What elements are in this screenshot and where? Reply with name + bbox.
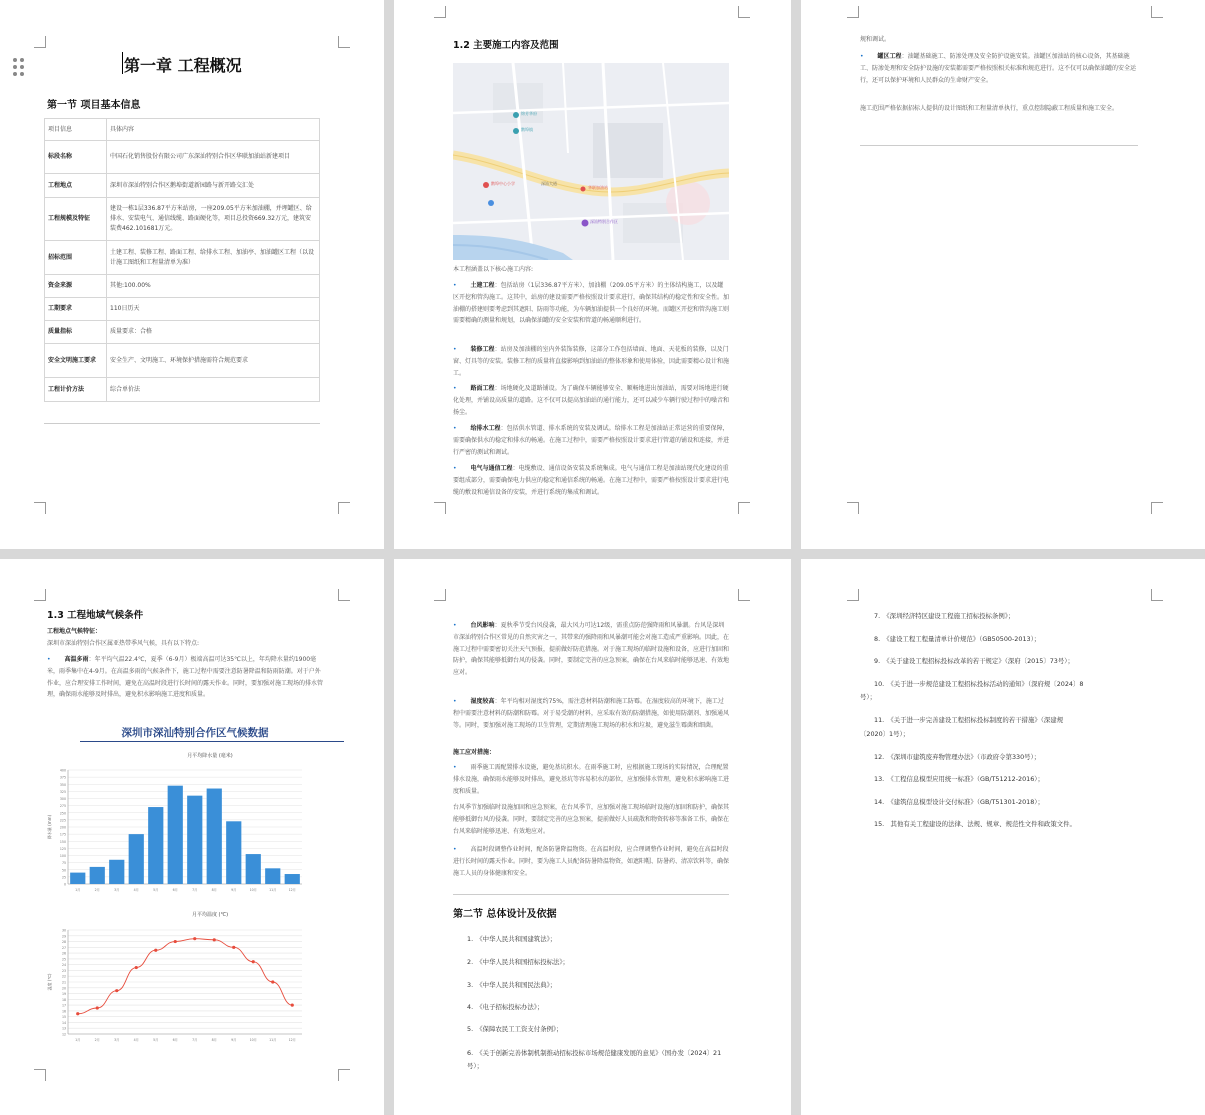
map-label: 鹅埠镇 bbox=[521, 127, 533, 132]
table-row bbox=[45, 298, 320, 321]
table-key: 工程规模及特征 bbox=[45, 198, 107, 241]
item-label: 给排水工程 bbox=[470, 425, 501, 432]
crop-mark bbox=[1151, 589, 1163, 601]
bullet-icon: • bbox=[453, 346, 457, 353]
section-title[interactable]: 第二节 总体设计及依据 bbox=[453, 909, 557, 920]
table-header-cell: 项目信息 bbox=[45, 119, 107, 141]
list-item: 〔2020〕1号）； bbox=[860, 730, 910, 738]
item-text: ：年平均气温22.4℃，夏季（6-9月）极端高温可达35℃以上，年均降水量约1900毫米，雨季集中在4-9月。在高温多雨的气候条件下，施工过程中需要注意防暑降温和防雨防潮。对于户外作业，应合理安排工作时间，避免在高温时段进行长时间的露天作业。同时，要加强对施工现场的排水管理，确保雨水能够及时排出，避免积水影响施工进度和质量。 bbox=[47, 656, 324, 699]
body-text: 施工范围严格依据招标人提供的设计图纸和工程量清单执行，重点控制隐蔽工程质量和施工安全。 bbox=[860, 105, 1119, 112]
crop-mark bbox=[847, 589, 859, 601]
data-point bbox=[232, 946, 235, 949]
text-cursor bbox=[122, 52, 123, 74]
bullet-icon: • bbox=[453, 282, 457, 289]
bar bbox=[129, 834, 144, 884]
crop-mark bbox=[434, 6, 446, 18]
y-tick-label: 21 bbox=[61, 980, 66, 985]
item-text: ：场地硬化及道路铺设。为了确保车辆能够安全、顺畅地进出加油站，需要对场地进行硬化处理，并铺设高质量的道路。这不仅可以提高加油站的通行能力，还可以减少车辆行驶过程中的噪音和扬尘。 bbox=[453, 385, 730, 416]
table-value: 质量要求：合格 bbox=[107, 321, 320, 344]
table-key: 工期要求 bbox=[45, 298, 107, 321]
section-title[interactable]: 1.2 主要施工内容及范围 bbox=[453, 40, 559, 51]
crop-mark bbox=[34, 502, 46, 514]
data-point bbox=[135, 966, 138, 969]
section-title[interactable]: 1.3 工程地域气候条件 bbox=[47, 610, 144, 621]
x-tick-label: 1月 bbox=[75, 888, 81, 892]
x-tick-label: 6月 bbox=[172, 1038, 178, 1042]
list-item bbox=[453, 802, 729, 837]
y-tick-label: 15 bbox=[61, 1015, 66, 1020]
table-value: 110日历天 bbox=[107, 298, 320, 321]
x-tick-label: 1月 bbox=[75, 1038, 81, 1042]
map-label: 深汕大道 bbox=[541, 181, 557, 186]
data-point bbox=[193, 937, 196, 940]
bar bbox=[187, 796, 202, 884]
crop-mark bbox=[738, 6, 750, 18]
bar bbox=[265, 868, 280, 884]
divider bbox=[80, 741, 344, 742]
x-tick-label: 6月 bbox=[172, 888, 178, 892]
data-point bbox=[76, 1012, 79, 1015]
list-item: 7. 《深圳经济特区建设工程施工招标投标条例》； bbox=[874, 612, 1015, 620]
y-tick-label: 22 bbox=[61, 974, 66, 979]
list-item: 8. 《建设工程工程量清单计价规范》（GB50500-2013）； bbox=[874, 635, 1041, 643]
table-value: 中国石化销售股份有限公司广东深汕特别合作区华联加油站新建项目 bbox=[107, 141, 320, 174]
drag-handle-icon[interactable] bbox=[13, 58, 27, 78]
temperature-line-chart[interactable] bbox=[48, 926, 308, 1046]
item-text: ：包括站房（1层336.87平方米）、加油棚（209.05平方米）的主体结构施工，以及罐区开挖和管沟施工。这其中，站房的建设需要严格按照设计要求进行，确保其结构的稳定性和安全性。加油棚的搭建则要考虑到其遮阳、防雨等功能，为车辆加油提供一个良好的环境。而罐区开挖和管沟施工则需要精确的测量和规划，以确保油罐的安全安装和管道的畅通顺利进行。 bbox=[453, 282, 730, 325]
item-label: 罐区工程 bbox=[877, 53, 902, 60]
item-text: ：包括供水管道、排水系统的安装及调试。给排水工程是加油站正常运营的重要保障，需要确保供水的稳定和排水的畅通。在施工过程中，需要严格按照设计要求进行管道的铺设和连接，并进行严密的测试和调试。 bbox=[453, 425, 730, 456]
crop-mark bbox=[434, 502, 446, 514]
list-item bbox=[453, 696, 729, 731]
y-tick-label: 175 bbox=[59, 832, 66, 837]
y-tick-label: 325 bbox=[59, 789, 66, 794]
list-item bbox=[47, 654, 323, 701]
x-tick-label: 3月 bbox=[114, 888, 120, 892]
site-location-map[interactable] bbox=[453, 63, 729, 260]
y-tick-label: 23 bbox=[61, 968, 66, 973]
body-text: 规和调试。 bbox=[860, 36, 891, 43]
bar bbox=[246, 854, 261, 884]
list-item: 4. 《电子招标投标办法》； bbox=[467, 1003, 544, 1011]
sub-title: 工程地点气候特征： bbox=[47, 628, 102, 635]
item-label: 电气与通信工程 bbox=[470, 465, 513, 472]
page-1 bbox=[0, 0, 384, 549]
item-label: 湿度较高 bbox=[470, 698, 495, 705]
x-tick-label: 9月 bbox=[231, 888, 237, 892]
y-tick-label: 75 bbox=[61, 861, 66, 866]
list-item: 12. 《深圳市建筑废弃物管理办法》（市政府令第330号）； bbox=[874, 753, 1041, 761]
y-tick-label: 125 bbox=[59, 846, 66, 851]
x-tick-label: 12月 bbox=[288, 1038, 296, 1042]
table-header-cell: 具体内容 bbox=[107, 119, 320, 141]
y-tick-label: 300 bbox=[59, 797, 66, 801]
bullet-icon: • bbox=[47, 656, 51, 663]
bullet-icon: • bbox=[453, 846, 457, 853]
x-tick-label: 2月 bbox=[94, 888, 100, 892]
crop-mark bbox=[338, 502, 350, 514]
crop-mark bbox=[34, 589, 46, 601]
x-tick-label: 5月 bbox=[153, 888, 159, 892]
bar bbox=[70, 873, 85, 884]
list-item bbox=[453, 762, 729, 797]
bullet-icon: • bbox=[453, 465, 457, 472]
table-key: 质量指标 bbox=[45, 321, 107, 344]
item-text: ：年平均相对湿度约75%，需注意材料防潮和施工防霉。在湿度较高的环境下，施工过程中需要注意材料的防潮和防霉。对于易受潮的材料，应采取有效的防潮措施，如使用防潮剂、加强通风等。同时，要加强对施工现场的卫生管理，定期清理施工现场的积水和垃圾，避免滋生霉菌和细菌。 bbox=[453, 698, 730, 729]
y-tick-label: 29 bbox=[61, 934, 66, 939]
map-label: 锦芳华府 bbox=[521, 111, 537, 116]
divider bbox=[44, 423, 320, 424]
table-key: 安全文明施工要求 bbox=[45, 344, 107, 378]
list-item bbox=[453, 423, 729, 458]
y-tick-label: 28 bbox=[61, 940, 66, 945]
chapter-title[interactable]: 第一章 工程概况 bbox=[124, 56, 242, 75]
map-graphic bbox=[453, 63, 729, 260]
x-tick-label: 10月 bbox=[249, 888, 257, 892]
y-tick-label: 19 bbox=[61, 992, 66, 997]
crop-mark bbox=[338, 36, 350, 48]
data-point bbox=[291, 1004, 294, 1007]
table-value: 其他:100.00% bbox=[107, 275, 320, 298]
list-item: 13. 《工程信息模型应用统一标准》（GB/T51212-2016）； bbox=[874, 775, 1044, 783]
y-tick-label: 400 bbox=[59, 768, 66, 773]
y-tick-label: 27 bbox=[61, 945, 66, 950]
table-row bbox=[45, 141, 320, 174]
table-row bbox=[45, 344, 320, 378]
map-label: 鹅埠中心小学 bbox=[491, 181, 515, 186]
list-item bbox=[453, 844, 729, 879]
x-tick-label: 7月 bbox=[192, 1038, 198, 1042]
map-label: 华联加油站 bbox=[588, 185, 608, 190]
table-row bbox=[45, 378, 320, 402]
y-tick-label: 150 bbox=[59, 839, 66, 844]
project-info-table[interactable] bbox=[44, 118, 320, 402]
item-text: 高温时段调整作业时间，配备防暑降温物资。在高温时段，应合理调整作业时间，避免在高温时段进行长时间的露天作业。同时，要为施工人员配备防暑降温物资，如遮阳帽、防暑药、清凉饮料等，确保施工人员的身体健康和安全。 bbox=[453, 846, 730, 877]
y-tick-label: 0 bbox=[63, 882, 66, 887]
crop-mark bbox=[338, 589, 350, 601]
bullet-icon: • bbox=[860, 53, 864, 60]
y-axis-label: 温度 (℃) bbox=[47, 973, 52, 991]
x-tick-label: 5月 bbox=[153, 1038, 159, 1042]
crop-mark bbox=[738, 589, 750, 601]
crop-mark bbox=[434, 589, 446, 601]
body-text: 本工程涵盖以下核心施工内容: bbox=[453, 266, 534, 273]
sub-title: 施工应对措施： bbox=[453, 749, 496, 756]
data-point bbox=[213, 938, 216, 941]
data-point bbox=[96, 1006, 99, 1009]
list-item bbox=[453, 383, 729, 418]
table-header-row bbox=[45, 119, 320, 141]
y-tick-label: 250 bbox=[59, 811, 66, 816]
item-text: ：站房及加油棚的室内外装饰装修，这部分工作包括墙面、地面、天花板的装修，以及门窗、灯具等的安装。装修工程的质量将直接影响到加油站的整体形象和使用体验，因此需要精心设计和施工。 bbox=[453, 346, 730, 377]
item-label: 高温多雨 bbox=[64, 656, 89, 663]
x-tick-label: 8月 bbox=[211, 888, 217, 892]
bar bbox=[168, 786, 183, 884]
body-text: 深圳市深汕特别合作区属亚热带季风气候，具有以下特点: bbox=[47, 640, 200, 647]
table-key: 工程地点 bbox=[45, 174, 107, 198]
table-key: 招标范围 bbox=[45, 241, 107, 275]
table-value: 土建工程、装修工程、路面工程、给排水工程、加油亭、加油罐区工程（以设计施工图纸和工程量清单为准） bbox=[107, 241, 320, 275]
y-tick-label: 375 bbox=[59, 775, 66, 780]
y-tick-label: 100 bbox=[59, 854, 66, 858]
chart-title: 月平均降水量 (毫米) bbox=[187, 753, 233, 759]
table-row bbox=[45, 275, 320, 298]
item-text: 雨季施工需配置排水设施，避免基坑积水。在雨季施工时，应根据施工现场的实际情况，合理配置排水设施，确保雨水能够及时排出，避免基坑等容易积水的部位，应加强排水管理，避免积水影响施工进度和质量。 bbox=[453, 764, 730, 795]
list-item: 11. 《关于进一步完善建设工程招标投标制度的若干措施》（深建规 bbox=[874, 716, 1064, 724]
table-value: 建设一栋1层336.87平方米站房，一座209.05平方米加油棚，并埋罐区、给排水、安装电气、通信线缆、路面硬化等，项目总投资669.32万元，建筑安装费462.101681万元。 bbox=[107, 198, 320, 241]
chart-title: 月平均温度 (℃) bbox=[191, 912, 229, 918]
list-item: 3. 《中华人民共和国民法典》； bbox=[467, 981, 557, 989]
y-tick-label: 12 bbox=[61, 1032, 66, 1037]
bullet-icon: • bbox=[453, 425, 457, 432]
y-tick-label: 30 bbox=[61, 928, 66, 933]
item-label: 路面工程 bbox=[470, 385, 495, 392]
x-tick-label: 8月 bbox=[211, 1038, 217, 1042]
bullet-icon: • bbox=[453, 385, 457, 392]
item-text: ：夏秋季节受台风侵袭，最大风力可达12级，需重点防范强降雨和风暴潮。台风是深圳市深汕特别合作区常见的自然灾害之一，其带来的强降雨和风暴潮可能会对施工造成严重影响。因此，在施工过程中需要密切关注天气预报，提前做好防范措施。对于施工现场的临时设施和设备，应进行加固和防护，确保其能够抵御台风的侵袭。同时，要制定完善的应急预案，确保在台风来临时能够迅速、有效地应对。 bbox=[453, 622, 730, 677]
y-tick-label: 50 bbox=[61, 868, 66, 873]
data-point bbox=[252, 960, 255, 963]
bar bbox=[226, 821, 241, 884]
list-item bbox=[453, 344, 729, 379]
table-value: 安全生产、文明施工、环境保护措施需符合规范要求 bbox=[107, 344, 320, 378]
precipitation-bar-chart[interactable] bbox=[48, 766, 308, 896]
y-tick-label: 26 bbox=[61, 951, 66, 956]
y-tick-label: 17 bbox=[61, 1003, 66, 1008]
list-item bbox=[453, 463, 729, 499]
x-tick-label: 12月 bbox=[288, 888, 296, 892]
divider bbox=[453, 894, 729, 895]
bar bbox=[109, 860, 124, 884]
y-tick-label: 24 bbox=[61, 963, 66, 968]
crop-mark bbox=[1151, 502, 1163, 514]
list-item bbox=[453, 620, 729, 679]
divider bbox=[860, 145, 1138, 146]
data-point bbox=[174, 940, 177, 943]
list-item: 6. 《关于创新完善体制机制推动招标投标市场规范健康发展的意见》（国办发〔2024〕21号）； bbox=[467, 1049, 722, 1070]
table-key: 工程计价方法 bbox=[45, 378, 107, 402]
y-tick-label: 16 bbox=[61, 1009, 66, 1014]
crop-mark bbox=[1151, 6, 1163, 18]
item-text: ：油罐基础施工、防渗处理及安全防护设施安装。油罐区加油站的核心设备，其基础施工、防渗处理和安全防护设施的安装都需要严格按照相关标准和规范进行。这不仅可以确保油罐的安全运行，还可以保护环境和人民群众的生命财产安全。 bbox=[860, 53, 1137, 84]
x-tick-label: 10月 bbox=[249, 1038, 257, 1042]
crop-mark bbox=[847, 502, 859, 514]
bullet-icon: • bbox=[453, 764, 457, 771]
section-title[interactable]: 第一节 项目基本信息 bbox=[47, 100, 141, 111]
table-value: 深圳市深汕特别合作区鹅埠街道新园路与新开路交汇处 bbox=[107, 174, 320, 198]
list-item: 9. 《关于建设工程招标投标改革的若干规定》（深府〔2015〕73号）； bbox=[874, 657, 1074, 665]
list-item: 15. 其他有关工程建设的法律、法规、规章、规范性文件和政策文件。 bbox=[874, 820, 1076, 828]
bullet-icon: • bbox=[453, 698, 457, 705]
list-item: 2. 《中华人民共和国招标投标法》； bbox=[467, 958, 569, 966]
y-tick-label: 18 bbox=[61, 997, 66, 1002]
crop-mark bbox=[338, 1069, 350, 1081]
table-row bbox=[45, 321, 320, 344]
y-tick-label: 25 bbox=[61, 957, 66, 962]
y-tick-label: 14 bbox=[61, 1020, 66, 1025]
item-label: 台风影响 bbox=[470, 622, 495, 629]
list-item: 号）； bbox=[860, 693, 876, 701]
list-item bbox=[453, 280, 729, 327]
crop-mark bbox=[34, 1069, 46, 1081]
y-tick-label: 13 bbox=[61, 1026, 66, 1031]
bar bbox=[285, 874, 300, 884]
data-point bbox=[271, 980, 274, 983]
x-tick-label: 3月 bbox=[114, 1038, 120, 1042]
y-tick-label: 200 bbox=[59, 825, 66, 830]
y-tick-label: 225 bbox=[59, 818, 66, 823]
list-item: 5. 《保障农民工工资支付条例》； bbox=[467, 1025, 563, 1033]
crop-mark bbox=[34, 36, 46, 48]
y-tick-label: 20 bbox=[61, 986, 66, 991]
y-tick-label: 275 bbox=[59, 804, 66, 809]
x-tick-label: 4月 bbox=[133, 1038, 139, 1042]
table-row bbox=[45, 174, 320, 198]
list-item: 10. 《关于进一步规范建设工程招标投标活动的通知》（深府规〔2024〕8 bbox=[874, 680, 1084, 688]
x-tick-label: 11月 bbox=[269, 888, 277, 892]
crop-mark bbox=[847, 6, 859, 18]
dashboard-title: 深圳市深汕特别合作区气候数据 bbox=[121, 727, 269, 739]
item-label: 土建工程 bbox=[470, 282, 495, 289]
list-item: 14. 《建筑信息模型设计交付标准》（GB/T51301-2018）； bbox=[874, 798, 1044, 806]
list-item: 1. 《中华人民共和国建筑法》； bbox=[467, 935, 557, 943]
table-key: 资金来源 bbox=[45, 275, 107, 298]
list-item bbox=[860, 51, 1138, 86]
map-label: 深汕特别合作区 bbox=[590, 219, 618, 224]
x-tick-label: 9月 bbox=[231, 1038, 237, 1042]
x-tick-label: 11月 bbox=[269, 1038, 277, 1042]
bar bbox=[148, 807, 163, 884]
x-tick-label: 4月 bbox=[133, 888, 139, 892]
bar bbox=[90, 867, 105, 884]
crop-mark bbox=[738, 502, 750, 514]
data-point bbox=[154, 949, 157, 952]
table-row bbox=[45, 198, 320, 241]
y-tick-label: 25 bbox=[61, 875, 66, 880]
table-key: 标段名称 bbox=[45, 141, 107, 174]
y-axis-label: 降水量 (mm) bbox=[47, 814, 52, 840]
data-point bbox=[115, 989, 118, 992]
item-text: 台风季节加强临时设施加固和应急预案，在台风季节，应加强对施工现场临时设施的加固和防护，确保其能够抵御台风的侵袭。同时，要制定完善的应急预案，提前做好人员疏散和物资转移等准备工作，确保在台风来临时能够迅速、有效地应对。 bbox=[453, 804, 730, 835]
bar bbox=[207, 789, 222, 884]
bullet-icon: • bbox=[453, 622, 457, 629]
x-tick-label: 2月 bbox=[94, 1038, 100, 1042]
item-text: ：电缆敷设、通信设备安装及系统集成。电气与通信工程是加油站现代化建设的重要组成部分，需要确保电力供应的稳定和通信系统的畅通。在施工过程中，需要严格按照设计要求进行电缆的敷设和通信设备的安装，并进行系统的集成和调试。 bbox=[453, 465, 729, 496]
x-tick-label: 7月 bbox=[192, 888, 198, 892]
table-value: 综合单价法 bbox=[107, 378, 320, 402]
item-label: 装修工程 bbox=[470, 346, 495, 353]
y-tick-label: 350 bbox=[59, 782, 66, 787]
table-row bbox=[45, 241, 320, 275]
